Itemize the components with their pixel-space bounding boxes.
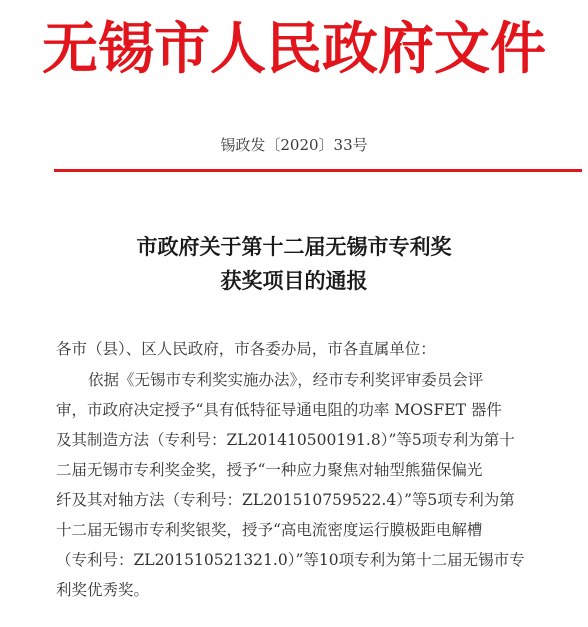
body-line: 及其制造方法（专利号：ZL201410500191.8）”等5项专利为第十 bbox=[56, 431, 515, 449]
notice-title-line-2: 获奖项目的通报 bbox=[220, 268, 368, 293]
notice-title-line-1: 市政府关于第十二届无锡市专利奖 bbox=[136, 234, 452, 259]
body-line: 依据《无锡市专利奖实施办法》，经市专利奖评审委员会评 bbox=[88, 371, 484, 389]
body-line: 利奖优秀奖。 bbox=[56, 581, 150, 599]
salutation-line: 各市（县）、区人民政府，市各委办局，市各直属单位： bbox=[56, 340, 436, 358]
body-line: 审，市政府决定授予“具有低特征导通电阻的功率 MOSFET 器件 bbox=[56, 401, 502, 419]
body-line: 二届无锡市专利奖金奖，授予“一种应力聚焦对轴型熊猫保偏光 bbox=[56, 461, 483, 479]
notice-title bbox=[0, 230, 588, 298]
agency-masthead-title: 无锡市人民政府文件 bbox=[42, 16, 546, 82]
document-number: 锡政发〔2020〕33号 bbox=[220, 136, 368, 154]
body-line: 纤及其对轴方法（专利号：ZL201510759522.4）”等5项专利为第 bbox=[56, 491, 515, 509]
body-line: （专利号：ZL201510521321.0）”等10项专利为第十二届无锡市专 bbox=[56, 551, 525, 569]
body-line: 十二届无锡市专利奖银奖，授予“高电流密度运行膜极距电解槽 bbox=[56, 521, 483, 539]
red-divider-rule bbox=[54, 169, 582, 172]
body-paragraph bbox=[56, 365, 584, 605]
